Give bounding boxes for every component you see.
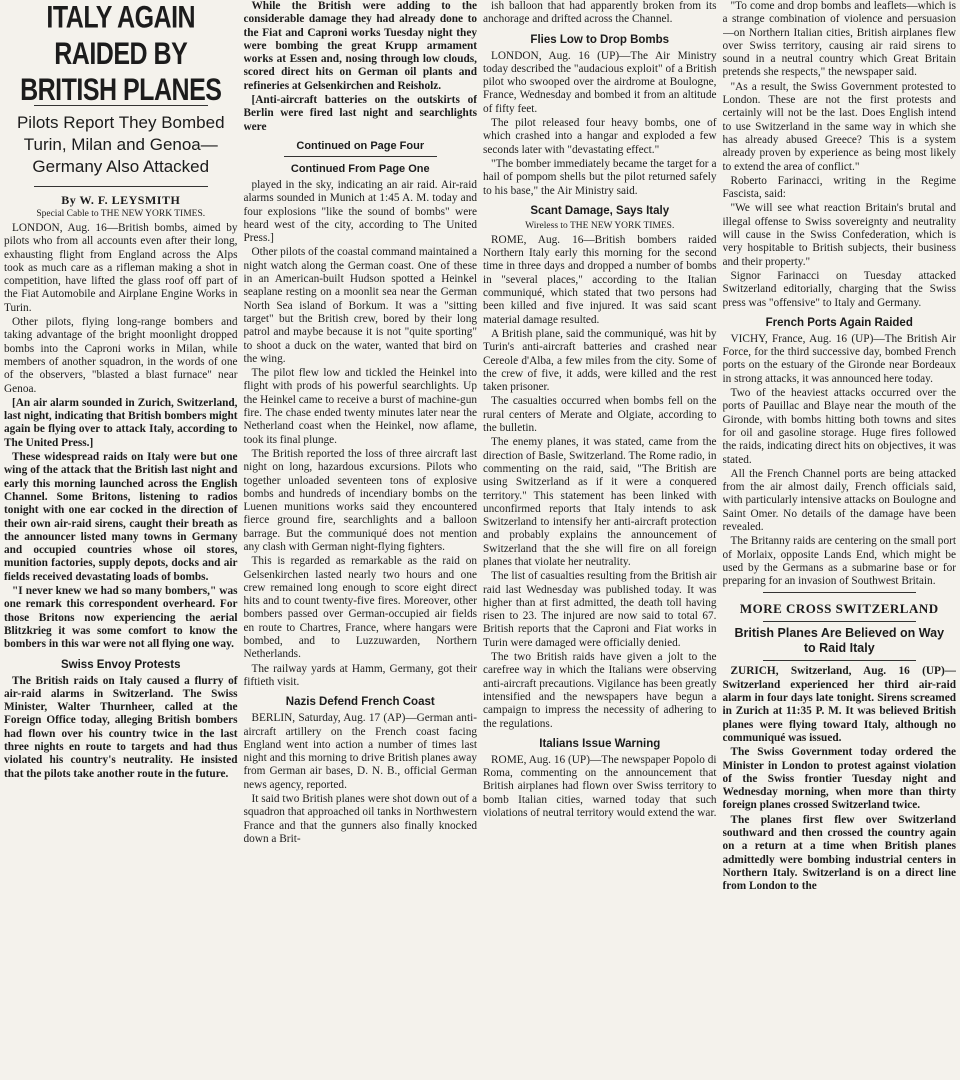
column-2: [244, 0, 478, 1080]
paragraph: Roberto Farinacci, writing in the Regime Fascista, said:: [722, 174, 956, 201]
dispatch-credit: Special Cable to THE NEW YORK TIMES.: [36, 209, 206, 219]
continued-notice: Continued From Page One: [290, 162, 430, 175]
subheading: Scant Damage, Says Italy: [530, 204, 670, 217]
subheading: Italians Issue Warning: [539, 737, 661, 750]
paragraph: "I never knew we had so many bombers," was one remark this correspondent overheard. For those Britons now experiencing the aerial Blitzkrieg it was some comfort to know the bombers in this war were not all flying one way.: [4, 585, 238, 651]
bracketed-paragraph: [Anti-aircraft batteries on the outskirts of Berlin were fired last night and searchlights were: [243, 94, 477, 133]
section-deck: British Planes Are Believed on Way to Raid Italy: [734, 626, 945, 656]
paragraph: The list of casualties resulting from the British air raid last Wednesday was published today. It was higher than at first admitted, the death toll having risen to 23. The injured are now said to total 67. British reports that the Caproni and Fiat works in Turin were damaged were officially denied.: [483, 570, 717, 649]
continued-notice: Continued on Page Four: [296, 139, 425, 152]
paragraph: This is regarded as remarkable as the raid on Gelsenkirchen lasted nearly two hours and one crew remained long enough to score eight direct hits and to count twenty-five fires. Moreover, other bombers passed over German-occupied air fields en route to Chartres, France, where hangars were bombed, and to Luzzuwarden, Northern Netherlands.: [243, 555, 477, 661]
paragraph: These widespread raids on Italy were but one wing of the attack that the British last night and early this morning launched across the English Channel. Some Britons, listening to radios tonight with one ear cocked in the direction of their own air-raid sirens, caught their breath as the announcer listed many towns in Germany and occupied countries whose oil stores, munition factories, supply depots, docks and air fields received devastating loads of bombs.: [4, 451, 238, 583]
paragraph: ROME, Aug. 16 (UP)—The newspaper Popolo di Roma, commenting on the announcement that British airplanes had flown over Swiss territory to bomb Italian cities, warned today that such violations of neutral territory would extend the war.: [483, 753, 717, 820]
paragraph: played in the sky, indicating an air raid. Air-raid alarms sounded in Munich at 1:45 A. M. today and four explosions "like the sound of bombs" were heard west of the city, according to The United Press.]: [243, 178, 477, 245]
paragraph: Signor Farinacci on Tuesday attacked Switzerland editorially, charging that the Swiss press was "offensive" to Italy and Germany.: [722, 269, 956, 309]
paragraph: The Swiss Government today ordered the Minister in London to protest against violation of the Swiss frontier Tuesday night and Wednesday morning, when more than thirty foreign planes crossed Switzerland twice.: [722, 746, 956, 812]
subheading: Flies Low to Drop Bombs: [530, 33, 670, 46]
paragraph: It said two British planes were shot down out of a squadron that approached oil tanks in Northwestern France and that the gunners also finally knocked down a Brit-: [243, 793, 477, 845]
paragraph: The British raids on Italy caused a flurry of air-raid alarms in Switzerland. The Swiss Minister, Walter Thurnheer, called at the Foreign Office today, alleging British bombers had flown over his country twice in the last three nights en route to targets and had thus violated his country's neutrality. He insisted that the pilots take another route in the future.: [4, 674, 238, 780]
column-4: [723, 0, 957, 1080]
paragraph: The Britanny raids are centering on the small port of Morlaix, opposite Lands End, which might be used by the Germans as a submarine base or for preparing for an invasion of Southwest Britain.: [722, 535, 956, 588]
rule: [763, 592, 917, 593]
column-1: [4, 0, 238, 1080]
paragraph: The planes first flew over Switzerland southward and then crossed the country again on a return at a time when British planes admittedly were bombing industrial centers in Northern Italy. Switzerland is on a direct line from London to the: [722, 813, 956, 893]
rule: [284, 156, 438, 157]
rule: [763, 660, 917, 661]
paragraph: The British reported the loss of three aircraft last night on long, hazardous excursions. Pilots who together unloaded seventeen tons of explosive bombs and hundreds of incendiary bombs on the Luenen munitions works said they encountered fierce ground fire, searchlights and a balloon barrage. But the communiqué does not mention any clash with German night-flying fighters.: [243, 447, 477, 553]
rule: [34, 186, 208, 187]
paragraph: The enemy planes, it was stated, came from the direction of Basle, Switzerland. The Rome radio, in commenting on the raid, said, "The British are using Switzerland as if it were a conquered territory." This statement has been linked with unconfirmed reports that Italy intends to ask Switzerland to intensify her anti-aircraft protection and probably explains the announcement of Switzerland that the she will fire on all foreign planes that violate her neutrality.: [483, 436, 717, 568]
headline: ITALY AGAIN RAIDED BY BRITISH PLANES: [20, 0, 222, 108]
subheading: Nazis Defend French Coast: [285, 696, 435, 709]
dispatch-credit: Wireless to THE NEW YORK TIMES.: [525, 220, 675, 231]
paragraph: "As a result, the Swiss Government protested to London. These are not the first protests and certainly will not be the last. Does English intend to use Switzerland in the same way in which she has already abused Greece? This is a system already proven by experience as being most likely to extend the area of conflict.": [722, 80, 956, 173]
paragraph: "The bomber immediately became the target for a hail of pompom shells but the pilot returned safely to his base," the Air Ministry said.: [483, 157, 717, 197]
paragraph: All the French Channel ports are being attacked from the air almost daily, French officials said, with particularly intensive attacks on Boulogne and Saint Omer. No details of the damage have been revealed.: [722, 467, 956, 533]
paragraph: BERLIN, Saturday, Aug. 17 (AP)—German anti-aircraft artillery on the French coast facing England went into action a number of times last night and this morning to drive British planes away from German air bases, D. N. B., official German news agency, reported.: [243, 712, 477, 791]
subheading: Swiss Envoy Protests: [60, 658, 181, 671]
paragraph: Two of the heaviest attacks occurred over the ports of Pauillac and Blaye near the mouth of the Gironde, with bombs hitting both towns and sites for oil and gasoline storage. Huge fires followed the raids, indicating direct hits on objectives, it was stated.: [722, 387, 956, 466]
paragraph: ROME, Aug. 16—British bombers raided Northern Italy early this morning for the second time in three days and dropped a number of bombs in "several places," according to the Italian communiqué, which stated that two persons had been killed and five injured. It was said scant material damage resulted.: [483, 233, 717, 326]
paragraph: The pilot flew low and tickled the Heinkel into flight with prods of his powerful searchlights. Up the Heinkel came to receive a burst of machine-gun fire. The chase ended twenty minutes later near the Netherland coast when the Heinkel, now aflame, took its final plunge.: [243, 367, 477, 446]
paragraph: A British plane, said the communiqué, was hit by Turin's anti-aircraft batteries and crashed near Cereole d'Alba, a few miles from the city. Some of the crew of five, it adds, were killed and the rest taken prisoner.: [483, 327, 717, 394]
paragraph: ish balloon that had apparently broken from its anchorage and drifted across the Channel.: [483, 0, 717, 26]
paragraph: ZURICH, Switzerland, Aug. 16 (UP)—Switzerland experienced her third air-raid alarm in four days late tonight. Sirens screamed in Zurich at 11:35 P. M. It was believed British planes were flying toward Italy, although no communiqué was issued.: [722, 665, 956, 744]
paragraph: The casualties occurred when bombs fell on the rural centers of Merate and Olgiate, according to the bulletin.: [483, 395, 717, 435]
paragraph: Other pilots, flying long-range bombers and taking advantage of the bright moonlight dropped bombs into the Caproni works in Milan, while members of another squadron, in the words of one of the observers, "blasted a blast furnace" near Genoa.: [4, 316, 238, 395]
paragraph: Other pilots of the coastal command maintained a night watch along the German coast. One of these in an American-built Hudson spotted a Heinkel seaplane resting on a moonlit sea near the German North Sea island of Borkum. It was a "sitting target" but the British crew, bored by their long patrol and maybe because it is not "quite sporting" to shoot a duck on the water, wanted that bird on the wing.: [243, 246, 477, 365]
paragraph: "To come and drop bombs and leaflets—which is a strange combination of violence and persuasion—on Northern Italian cities, British airplanes flew over Swiss territory, causing air raid sirens to sound in a neutral country which Great Britain pretends she respects," the newspaper said.: [722, 0, 956, 79]
paragraph: VICHY, France, Aug. 16 (UP)—The British Air Force, for the third successive day, bombed French ports on the estuary of the Gironde near Bordeaux in strong attacks, it was announced here today.: [722, 332, 956, 385]
byline: By W. F. LEYSMITH: [61, 193, 181, 207]
section-headline: MORE CROSS SWITZERLAND: [739, 601, 939, 617]
rule: [763, 621, 917, 622]
bracketed-paragraph: [An air alarm sounded in Zurich, Switzerland, last night, indicating that British bombers might again be flying over to attack Italy, according to The United Press.]: [4, 396, 238, 449]
subheading: French Ports Again Raided: [765, 316, 913, 329]
paragraph: The two British raids have given a jolt to the carefree way in which the Italians were observing anti-aircraft precautions. Vigilance has been greatly intensified and the newspapers have begun a campaign to impress the necessity of adhering to the regulations.: [483, 651, 717, 730]
paragraph: While the British were adding to the considerable damage they had already done to the Fiat and Caproni works Tuesday night they were bombing the great Krupp armament works at Essen and, nosing through low clouds, scored direct hits on German oil plants and refineries at Gelsenkirchen and Reisholz.: [243, 0, 477, 92]
paragraph: The railway yards at Hamm, Germany, got their fiftieth visit.: [243, 662, 477, 688]
paragraph: "We will see what reaction Britain's brutal and illegal offense to Swiss sovereignty and neutrality will cause in the Swiss Confederation, which is very hospitable to British subjects, their business and their property.": [722, 202, 956, 268]
column-3: [483, 0, 717, 1080]
deck-headline: Pilots Report They Bombed Turin, Milan and Genoa—Germany Also Attacked: [16, 113, 225, 176]
paragraph: LONDON, Aug. 16—British bombs, aimed by pilots who from all accounts even after their long, exhausting flight from England across the Alps took as much care as a rifleman making a shot in competition, have lifted the glass roof off part of the Fiat Automobile and Airplane Engine Works in Turin.: [4, 222, 238, 314]
paragraph: LONDON, Aug. 16 (UP)—The Air Ministry today described the "audacious exploit" of a British pilot who swooped over the airdrome at Boulogne, France, Wednesday and bombed it from an altitude of fifty feet.: [483, 49, 717, 115]
paragraph: The pilot released four heavy bombs, one of which crashed into a hangar and exploded a few seconds later with "devastating effect.": [483, 117, 717, 156]
